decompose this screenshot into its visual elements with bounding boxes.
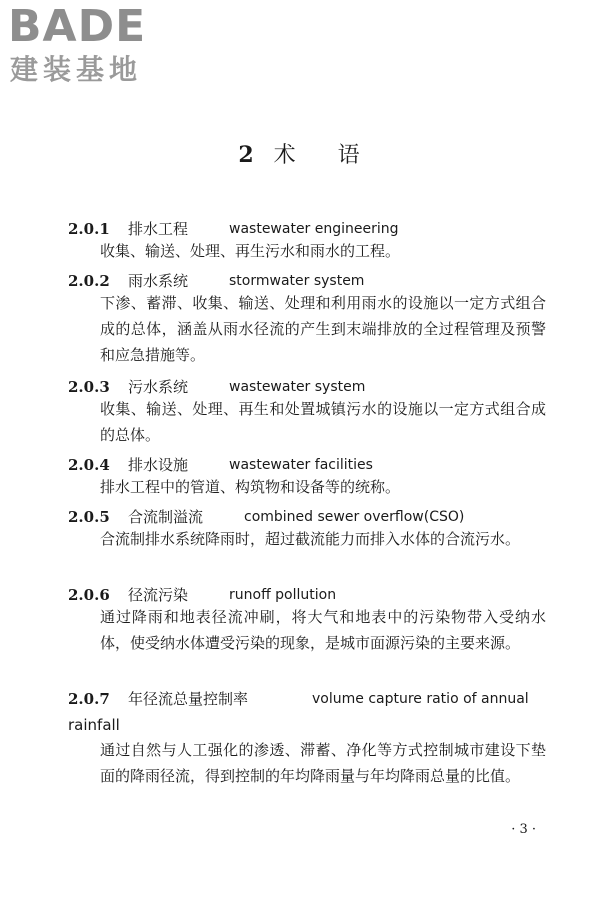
term-chinese: 雨水系统 xyxy=(128,272,189,290)
term-definition: 合流制排水系统降雨时，超过截流能力而排入水体的合流污水。 xyxy=(100,530,521,548)
chapter-title-part-b: 语 xyxy=(337,143,362,168)
logo-brand: BADE xyxy=(8,1,147,52)
term-english-continued: rainfall xyxy=(68,716,120,734)
term-definition: 下渗、蓄滞、收集、输送、处理和利用雨水的设施以一定方式组合成的总体，涵盖从雨水径流的产生到末端排放的全过程管理及预警和应急措施等。 xyxy=(100,294,546,364)
term-english: wastewater engineering xyxy=(229,221,399,237)
term-heading xyxy=(68,271,365,291)
term-english: wastewater facilities xyxy=(229,457,373,473)
term-definition: 通过降雨和地表径流冲刷，将大气和地表中的污染物带入受纳水体，使受纳水体遭受污染的现象，是城市面源污染的主要来源。 xyxy=(100,608,546,652)
term-english: stormwater system xyxy=(229,273,365,289)
term-english: runoff pollution xyxy=(229,587,337,603)
chapter-title xyxy=(0,138,600,169)
term-number: 2.0.4 xyxy=(68,456,110,474)
term-definition: 排水工程中的管道、构筑物和设备等的统称。 xyxy=(100,478,401,496)
term-number: 2.0.3 xyxy=(68,378,110,396)
term-heading xyxy=(68,219,399,239)
logo-subtitle: 建装基地 xyxy=(10,53,143,86)
term-number: 2.0.5 xyxy=(68,508,110,526)
term-number: 2.0.1 xyxy=(68,220,110,238)
page-number: · 3 · xyxy=(511,822,536,837)
term-number: 2.0.2 xyxy=(68,272,110,290)
term-heading xyxy=(68,507,465,527)
term-number: 2.0.6 xyxy=(68,586,110,604)
chapter-title-part-a: 术 xyxy=(273,143,298,168)
term-definition: 收集、输送、处理、再生和处置城镇污水的设施以一定方式组合成的总体。 xyxy=(100,400,546,444)
term-definition: 收集、输送、处理、再生污水和雨水的工程。 xyxy=(100,242,401,260)
term-english: combined sewer overflow(CSO) xyxy=(244,509,465,525)
term-chinese: 径流污染 xyxy=(128,586,189,604)
term-definition: 通过自然与人工强化的渗透、滞蓄、净化等方式控制城市建设下垫面的降雨径流，得到控制的年均降雨量与年均降雨总量的比值。 xyxy=(100,741,546,785)
term-chinese: 合流制溢流 xyxy=(128,508,204,526)
term-english: wastewater system xyxy=(229,379,366,395)
term-number: 2.0.7 xyxy=(68,690,110,708)
bade-logo xyxy=(8,2,178,88)
term-chinese: 污水系统 xyxy=(128,378,189,396)
term-chinese: 排水工程 xyxy=(128,220,189,238)
term-heading xyxy=(68,585,337,605)
term-heading xyxy=(68,689,529,709)
term-english: volume capture ratio of annual xyxy=(312,691,529,707)
chapter-number: 2 xyxy=(238,142,256,168)
term-chinese: 年径流总量控制率 xyxy=(128,690,249,708)
term-chinese: 排水设施 xyxy=(128,456,189,474)
term-heading xyxy=(68,377,366,397)
term-heading xyxy=(68,455,373,475)
